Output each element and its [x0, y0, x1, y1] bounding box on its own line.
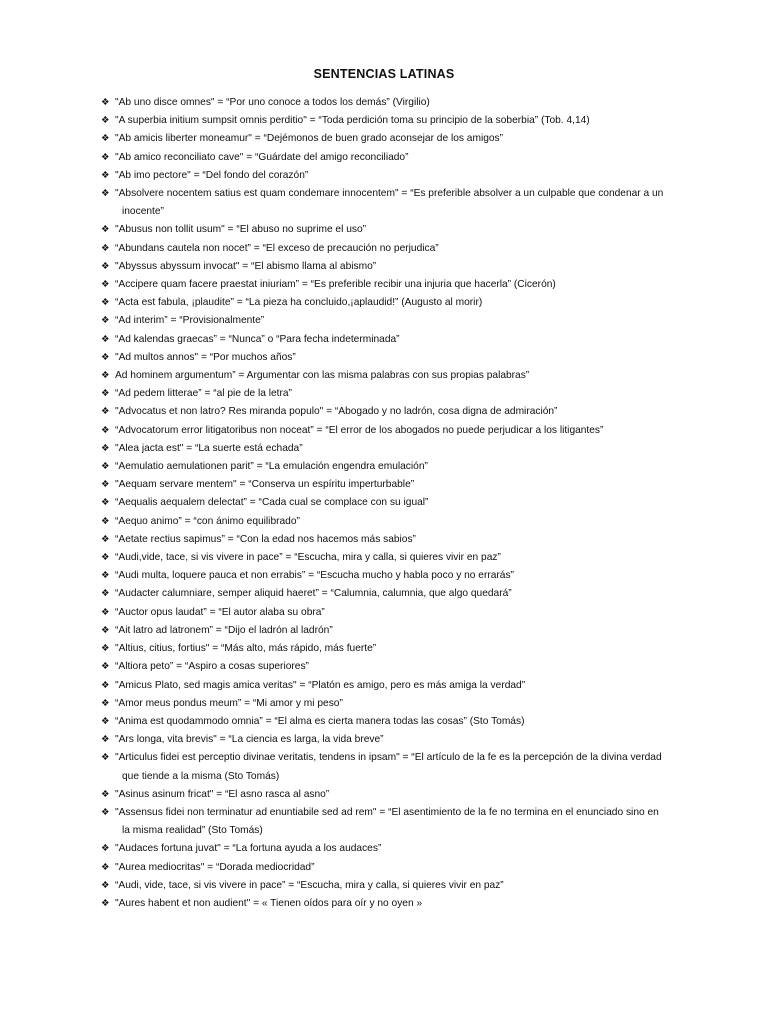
bullet-icon: ❖ [101, 351, 110, 363]
sentence-line: “Abundans cautela non nocet” = “El exceso de precaución no perjudica” [115, 242, 439, 254]
list-item [101, 640, 681, 658]
sentence-text [115, 695, 681, 713]
bullet-icon: ❖ [101, 606, 110, 618]
bullet-icon: ❖ [101, 879, 110, 891]
sentence-line: “Ad interim” = “Provisionalmente” [115, 315, 265, 327]
sentence-line: "Alea jacta est" = “La suerte está echada” [115, 442, 303, 454]
sentence-text [115, 112, 681, 130]
bullet-icon: ❖ [101, 624, 110, 636]
sentence-text [115, 677, 681, 695]
list-item [101, 513, 681, 531]
list-item [101, 367, 681, 385]
sentence-line: "Aurea mediocritas" = “Dorada mediocridad” [115, 861, 315, 873]
sentence-text [115, 94, 681, 112]
sentence-line: "Altius, citius, fortius" = “Más alto, más rápido, más fuerte” [115, 643, 377, 655]
list-item [101, 458, 681, 476]
sentence-line: "Abyssus abyssum invocat" = “El abismo llama al abismo” [115, 260, 377, 272]
bullet-icon: ❖ [101, 442, 110, 454]
list-item [101, 895, 681, 913]
bullet-icon: ❖ [101, 806, 110, 818]
list-item [101, 130, 681, 148]
bullet-icon: ❖ [101, 479, 110, 491]
sentence-text [115, 331, 681, 349]
sentence-text [115, 167, 681, 185]
bullet-icon: ❖ [101, 661, 110, 673]
list-item [101, 276, 681, 294]
sentence-text [115, 531, 681, 549]
sentence-line: "Articulus fidei est perceptio divinae veritatis, tendens in ipsam" = “El artículo de la fe es la percepción de la divina verdad [115, 752, 662, 764]
sentence-text [115, 895, 681, 913]
sentence-text [115, 240, 681, 258]
sentence-line: “Aequo animo” = “con ánimo equilibrado” [115, 515, 300, 527]
sentence-continuation: la misma realidad” (Sto Tomás) [122, 825, 263, 837]
sentence-text [115, 221, 681, 239]
list-item [101, 713, 681, 731]
sentence-line: “Amor meus pondus meum” = “Mi amor y mi peso” [115, 697, 343, 709]
list-item [101, 440, 681, 458]
bullet-icon: ❖ [101, 370, 110, 382]
bullet-icon: ❖ [101, 169, 110, 181]
bullet-icon: ❖ [101, 643, 110, 655]
list-item [101, 804, 681, 840]
bullet-icon: ❖ [101, 552, 110, 564]
bullet-icon: ❖ [101, 588, 110, 600]
sentence-text [115, 276, 681, 294]
list-item [101, 422, 681, 440]
bullet-icon: ❖ [101, 97, 110, 108]
list-item [101, 604, 681, 622]
list-item [101, 658, 681, 676]
sentence-text [115, 385, 681, 403]
list-item [101, 859, 681, 877]
sentence-line: "Advocatus et non latro? Res miranda populo" = “Abogado y no ladrón, cosa digna de admiración” [115, 406, 558, 418]
bullet-icon: ❖ [101, 224, 110, 236]
sentence-line: "Ab amicis liberter moneamur" = “Dejémonos de buen grado aconsejar de los amigos” [115, 133, 504, 145]
bullet-icon: ❖ [101, 315, 110, 327]
sentence-text [115, 440, 681, 458]
list-item [101, 221, 681, 239]
sentence-text [115, 549, 681, 567]
sentence-text [115, 804, 681, 840]
sentence-text [115, 312, 681, 330]
list-item [101, 185, 681, 221]
list-item [101, 677, 681, 695]
sentence-line: "Ab uno disce omnes" = “Por uno conoce a todos los demás” (Virgilio) [115, 97, 430, 108]
list-item [101, 476, 681, 494]
bullet-icon: ❖ [101, 697, 110, 709]
sentence-line: "Ab imo pectore" = “Del fondo del corazón” [115, 169, 309, 181]
sentence-line: "Aequam servare mentem" = “Conserva un espíritu imperturbable” [115, 479, 415, 491]
bullet-icon: ❖ [101, 861, 110, 873]
sentence-text [115, 713, 681, 731]
sentence-text [115, 877, 681, 895]
sentence-text [115, 513, 681, 531]
sentence-line: "Aures habent et non audient" = « Tienen oídos para oír y no oyen » [115, 897, 423, 909]
list-item [101, 403, 681, 421]
bullet-icon: ❖ [101, 242, 110, 254]
sentence-text [115, 349, 681, 367]
sentence-text [115, 731, 681, 749]
sentence-text [115, 640, 681, 658]
bullet-icon: ❖ [101, 497, 110, 509]
sentence-text [115, 494, 681, 512]
list-item [101, 331, 681, 349]
sentence-text [115, 422, 681, 440]
list-item [101, 149, 681, 167]
list-item [101, 312, 681, 330]
bullet-icon: ❖ [101, 515, 110, 527]
sentence-list [101, 94, 681, 913]
page-title: SENTENCIAS LATINAS [313, 67, 455, 81]
bullet-icon: ❖ [101, 679, 110, 691]
bullet-icon: ❖ [101, 461, 110, 473]
sentence-line: "Audaces fortuna juvat" = “La fortuna ayuda a los audaces” [115, 843, 382, 855]
bullet-icon: ❖ [101, 133, 110, 145]
bullet-icon: ❖ [101, 333, 110, 345]
sentence-line: “Audi,vide, tace, si vis vivere in pace” = “Escucha, mira y calla, si quieres vivir en paz” [115, 552, 501, 564]
sentence-text [115, 367, 681, 385]
sentence-text [115, 585, 681, 603]
list-item [101, 877, 681, 895]
sentence-text [115, 859, 681, 877]
sentence-text [115, 294, 681, 312]
sentence-line: “Accipere quam facere praestat iniuriam” = “Es preferible recibir una injuria que hacerla” (Cicerón) [115, 279, 556, 291]
bullet-icon: ❖ [101, 533, 110, 545]
bullet-icon: ❖ [101, 115, 110, 127]
sentence-line: “Ad pedem litterae” = “al pie de la letra” [115, 388, 292, 400]
sentence-line: "Ars longa, vita brevis" = “La ciencia es larga, la vida breve” [115, 734, 384, 746]
list-item [101, 840, 681, 858]
bullet-icon: ❖ [101, 424, 110, 436]
bullet-icon: ❖ [101, 260, 110, 272]
list-item [101, 786, 681, 804]
sentence-line: "Absolvere nocentem satius est quam condemare innocentem" = “Es preferible absolver a un culpable que condenar a un [115, 188, 664, 200]
sentence-text [115, 130, 681, 148]
sentence-line: “Advocatorum error litigatoribus non noceat” = “El error de los abogados no puede perjudicar a los litigantes” [115, 424, 604, 436]
sentence-text [115, 185, 681, 221]
bullet-icon: ❖ [101, 788, 110, 800]
sentence-line: "Ad multos annos" = “Por muchos años” [115, 351, 296, 363]
bullet-icon: ❖ [101, 570, 110, 582]
bullet-icon: ❖ [101, 151, 110, 163]
sentence-text [115, 840, 681, 858]
sentence-continuation: inocente” [122, 206, 164, 218]
bullet-icon: ❖ [101, 279, 110, 291]
sentence-line: “Aemulatio aemulationen parit” = “La emulación engendra emulación” [115, 461, 428, 473]
bullet-icon: ❖ [101, 406, 110, 418]
sentence-line: "Ab amico reconciliato cave" = “Guárdate del amigo reconciliado” [115, 151, 409, 163]
list-item [101, 294, 681, 312]
list-item [101, 622, 681, 640]
bullet-icon: ❖ [101, 297, 110, 309]
sentence-line: "A superbia initium sumpsit omnis perditio" = “Toda perdición toma su principio de la soberbia” (Tob. 4,14) [115, 115, 590, 127]
list-item [101, 731, 681, 749]
sentence-text [115, 149, 681, 167]
bullet-icon: ❖ [101, 752, 110, 764]
sentence-text [115, 604, 681, 622]
bullet-icon: ❖ [101, 843, 110, 855]
sentence-line: "Assensus fidei non terminatur ad enuntiabile sed ad rem" = “El asentimiento de la fe no termina en el enunciado sino en [115, 806, 659, 818]
bullet-icon: ❖ [101, 734, 110, 746]
sentence-line: “Audi multa, loquere pauca et non errabis” = “Escucha mucho y habla poco y no errarás” [115, 570, 514, 582]
sentence-text [115, 403, 681, 421]
sentence-text [115, 476, 681, 494]
sentence-text [115, 749, 681, 785]
sentence-text [115, 567, 681, 585]
sentence-line: “Ad kalendas graecas” = “Nunca” o “Para fecha indeterminada” [115, 333, 400, 345]
list-item [101, 494, 681, 512]
sentence-line: “Audi, vide, tace, si vis vivere in pace” = “Escucha, mira y calla, si quieres vivir en paz” [115, 879, 504, 891]
list-item [101, 240, 681, 258]
list-item [101, 749, 681, 785]
sentence-text [115, 658, 681, 676]
sentence-text [115, 458, 681, 476]
sentence-line: "Asinus asinum fricat" = “El asno rasca al asno” [115, 788, 330, 800]
sentence-line: “Aetate rectius sapimus” = “Con la edad nos hacemos más sabios” [115, 533, 416, 545]
bullet-icon: ❖ [101, 715, 110, 727]
sentence-line: “Altiora peto” = “Aspiro a cosas superiores” [115, 661, 309, 673]
list-item [101, 94, 681, 112]
sentence-text [115, 258, 681, 276]
sentence-line: “Aequalis aequalem delectat” = “Cada cual se complace con su igual” [115, 497, 429, 509]
sentence-text [115, 622, 681, 640]
sentence-line: “Audacter calumniare, semper aliquid haeret” = “Calumnia, calumnia, que algo quedará” [115, 588, 512, 600]
list-item [101, 349, 681, 367]
list-item [101, 385, 681, 403]
list-item [101, 695, 681, 713]
sentence-line: “Acta est fabula, ¡plaudite” = “La pieza ha concluido,¡aplaudid!” (Augusto al morir) [115, 297, 483, 309]
sentence-line: "Amicus Plato, sed magis amica veritas" = “Platón es amigo, pero es más amiga la verdad” [115, 679, 526, 691]
list-item [101, 585, 681, 603]
sentence-line: “Anima est quodammodo omnia” = “El alma es cierta manera todas las cosas” (Sto Tomás) [115, 715, 525, 727]
list-item [101, 112, 681, 130]
list-item [101, 258, 681, 276]
list-item [101, 167, 681, 185]
bullet-icon: ❖ [101, 388, 110, 400]
bullet-icon: ❖ [101, 188, 110, 200]
list-item [101, 567, 681, 585]
list-item [101, 549, 681, 567]
sentence-line: Ad hominem argumentum” = Argumentar con las misma palabras con sus propias palabras” [115, 370, 530, 382]
sentence-continuation: que tiende a la misma (Sto Tomás) [122, 770, 280, 782]
list-item [101, 531, 681, 549]
sentence-line: "Abusus non tollit usum" = “El abuso no suprime el uso” [115, 224, 367, 236]
sentence-line: “Ait latro ad latronem” = “Dijo el ladrón al ladrón” [115, 624, 333, 636]
sentence-text [115, 786, 681, 804]
bullet-icon: ❖ [101, 897, 110, 909]
sentence-line: “Auctor opus laudat” = “El autor alaba su obra” [115, 606, 325, 618]
